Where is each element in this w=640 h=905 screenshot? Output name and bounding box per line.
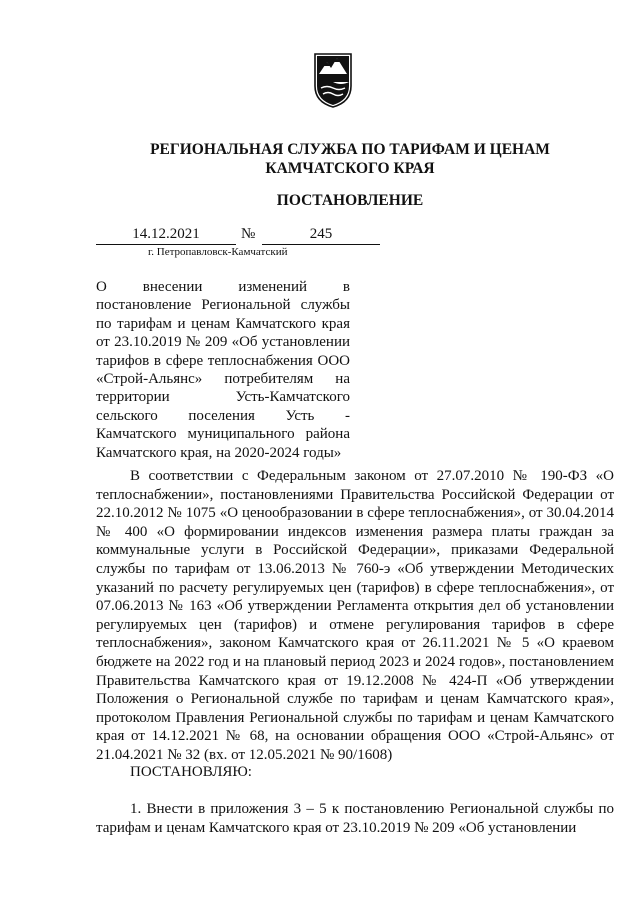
number-sign: № xyxy=(241,226,256,242)
document-type: ПОСТАНОВЛЕНИЕ xyxy=(276,192,424,209)
item-1-paragraph: 1. Внести в приложения 3 – 5 к постановлению Региональной службы по тарифам и ценам Камчатского края от 23.10.2019 № 209 «Об установлении xyxy=(96,801,614,836)
preamble-paragraph: В соответствии с Федеральным законом от 27.07.2010 № 190-ФЗ «О теплоснабжении», постановлениями Правительства Российской Федерации от 22.10.2012 № 1075 «О ценообразовании в сфере теплоснабжения», от 30.04.2014 № 400 «О формировании индексов изменения размера платы граждан за коммунальные услуги в Российской Федерации», приказами Федеральной службы по тарифам от 13.06.2013 № 760-э «Об утверждении Методических указаний по расчету регулируемых цен (тарифов) в сфере теплоснабжения», от 07.06.2013 № 163 «Об утверждении Регламента открытия дел об установлении регулируемых цен (тарифов) и отмене регулирования тарифов в сфере теплоснабжения», законом Камчатского края от 26.11.2021 № 5 «О краевом бюджете на 2022 год и на плановый период 2023 и 2024 годов», постановлением Правительства Камчатского края от 19.12.2008 № 424-П «Об утверждении Положения о Региональной службе по тарифам и ценам Камчатского края», протоколом Правления Региональной службы по тарифам и ценам Камчатского края от 14.12.2021 № 68, на основании обращения ООО «Строй-Альянс» от 21.04.2021 № 32 (вх. от 12.05.2021 № 90/1608) xyxy=(96,468,614,763)
kamchatka-coat-of-arms-icon xyxy=(313,52,353,108)
document-number: 245 xyxy=(262,226,380,245)
resolve-heading: ПОСТАНОВЛЯЮ: xyxy=(130,764,252,780)
document-subject: О внесении изменений в постановление Региональной службы по тарифам и ценам Камчатского края от 23.10.2019 № 209 «Об установлении тарифов в сфере теплоснабжения ООО «Строй-Альянс» потребителям на территории Усть-Камчатского сельского поселения Усть - Камчатского муниципального района Камчатского края, на 2020-2024 годы» xyxy=(96,279,350,461)
document-date: 14.12.2021 xyxy=(96,226,236,245)
org-line-1: РЕГИОНАЛЬНАЯ СЛУЖБА ПО ТАРИФАМ И ЦЕНАМ xyxy=(150,141,550,158)
document-city: г. Петропавловск-Камчатский xyxy=(148,246,288,258)
organization-name xyxy=(60,140,640,178)
org-line-2: КАМЧАТСКОГО КРАЯ xyxy=(265,160,435,177)
